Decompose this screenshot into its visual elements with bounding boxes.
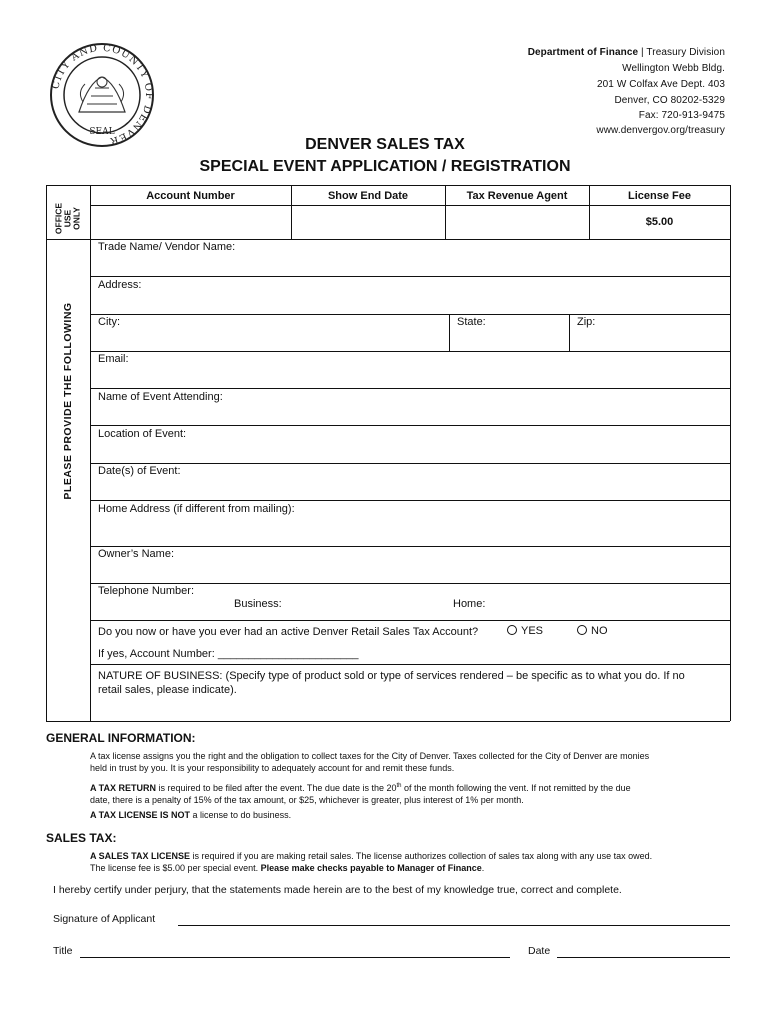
address-line-street: 201 W Colfax Ave Dept. 403: [596, 79, 725, 90]
account-question: Do you now or have you ever had an active Denver Retail Sales Tax Account?: [98, 626, 479, 638]
sales-tax-paragraph: A SALES TAX LICENSE is required if you are making retail sales. The license authorizes collection of sales tax along with any use tax owed. The license fee is $5.00 per special event. Please make checks payable to Manager of Finance.: [90, 851, 653, 873]
tax-return-paragraph: A TAX RETURN is required to be filed after the event. The due date is the 20th of the month following the vent. If not remitted by the due date, there is a penalty of 15% of the tax amount, or $25, whichever is greater, plus interest of 1% per month.: [90, 783, 631, 805]
no-option[interactable]: NO: [577, 625, 608, 637]
no-radio[interactable]: [577, 625, 587, 635]
svg-text:SEAL: SEAL: [89, 127, 115, 137]
certification-statement: I hereby certify under perjury, that the statements made herein are to the best of my knowledge true, correct and complete.: [53, 884, 622, 896]
nature-of-business-field[interactable]: NATURE OF BUSINESS: (Specify type of product sold or type of services rendered – be specific as to what you do. If no retail sales, please indicate).: [98, 670, 685, 696]
state-field[interactable]: State:: [457, 316, 486, 328]
general-info-paragraph-1: A tax license assigns you the right and the obligation to collect taxes for the City of Denver. Taxes collected for the City of Denver are monies held in trust by you. It is your responsibility to adequately account for and remit these funds.: [90, 751, 650, 773]
svg-text:CITY AND COUNTY OF DENVER: CITY AND COUNTY OF DENVER: [50, 42, 155, 147]
date-label: Date: [528, 945, 551, 957]
business-phone-field[interactable]: Business:: [234, 598, 282, 610]
trade-name-field[interactable]: Trade Name/ Vendor Name:: [98, 241, 236, 253]
license-fee-value: $5.00: [645, 216, 674, 228]
account-number-field[interactable]: If yes, Account Number: _______________________: [98, 648, 359, 660]
show-end-date-header: Show End Date: [327, 190, 409, 202]
home-address-field[interactable]: Home Address (if different from mailing):: [98, 503, 295, 515]
title-line[interactable]: [80, 957, 510, 958]
owner-name-field[interactable]: Owner’s Name:: [98, 548, 175, 560]
title-label: Title: [53, 945, 73, 957]
city-seal: [49, 42, 155, 148]
address-line-building: Wellington Webb Bldg.: [622, 63, 725, 74]
form-subtitle: SPECIAL EVENT APPLICATION / REGISTRATION: [199, 158, 571, 175]
account-number-header: Account Number: [146, 190, 235, 202]
license-fee-header: License Fee: [628, 190, 691, 202]
address-line-city: Denver, CO 80202-5329: [614, 95, 725, 106]
city-field[interactable]: City:: [98, 316, 120, 328]
zip-field[interactable]: Zip:: [577, 316, 596, 328]
home-phone-field[interactable]: Home:: [453, 598, 486, 610]
email-field[interactable]: Email:: [98, 353, 129, 365]
office-use-only-label: OFFICE USE ONLY: [53, 202, 82, 235]
signature-label: Signature of Applicant: [53, 913, 156, 925]
tax-license-note: A TAX LICENSE IS NOT a license to do business.: [90, 810, 292, 820]
please-provide-label: PLEASE PROVIDE THE FOLLOWING: [62, 302, 74, 500]
yes-option[interactable]: YES: [507, 625, 543, 637]
event-location-field[interactable]: Location of Event:: [98, 428, 187, 440]
date-line[interactable]: [557, 957, 730, 958]
event-dates-field[interactable]: Date(s) of Event:: [98, 465, 181, 477]
department-line: Department of Finance | Treasury Division: [527, 47, 725, 58]
fax-line: Fax: 720-913-9475: [638, 110, 725, 121]
website-link[interactable]: www.denvergov.org/treasury: [596, 125, 725, 136]
tax-revenue-agent-header: Tax Revenue Agent: [466, 190, 568, 202]
event-name-field[interactable]: Name of Event Attending:: [98, 391, 223, 403]
address-field[interactable]: Address:: [98, 279, 142, 291]
signature-line[interactable]: [178, 925, 730, 926]
telephone-label: Telephone Number:: [98, 585, 195, 597]
sales-tax-heading: SALES TAX:: [46, 831, 117, 845]
form-title: DENVER SALES TAX: [305, 136, 465, 153]
yes-radio[interactable]: [507, 625, 517, 635]
general-info-heading: GENERAL INFORMATION:: [46, 731, 196, 745]
